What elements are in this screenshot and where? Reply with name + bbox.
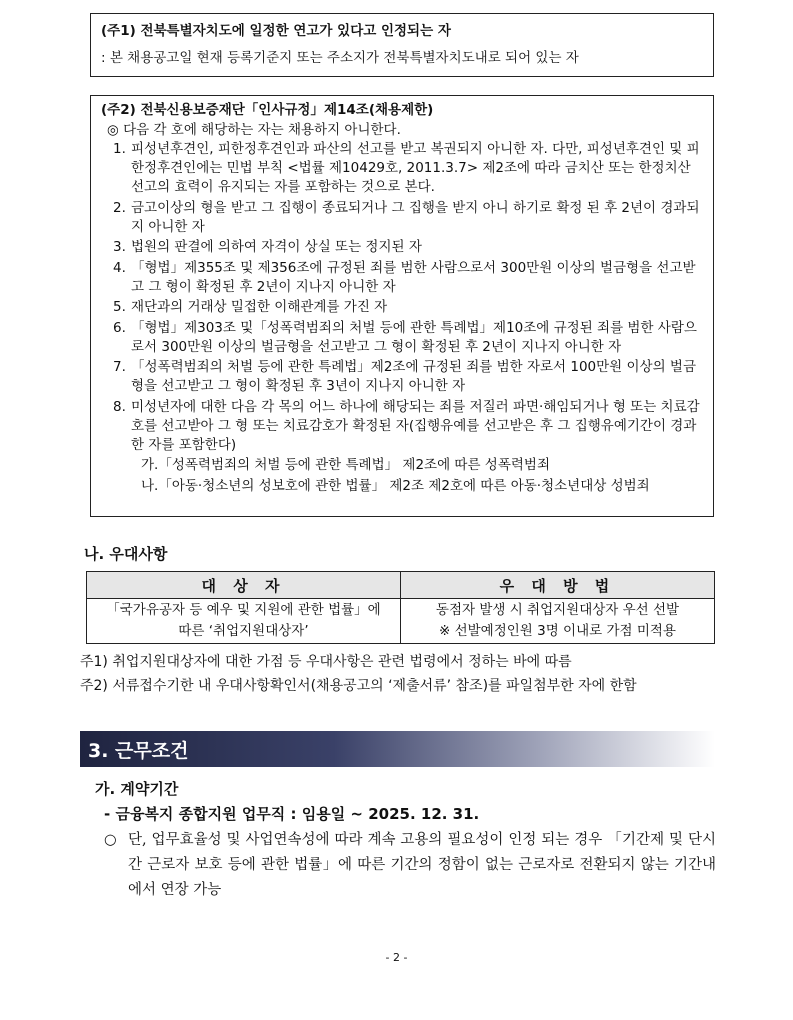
preferential-heading: 나. 우대사항 bbox=[84, 545, 168, 563]
section-title: 3. 근무조건 bbox=[88, 740, 189, 762]
restriction-number: 8. bbox=[113, 398, 126, 415]
note-box-regional-text: : 본 채용공고일 현재 등록기준지 또는 주소지가 전북특별자치도내로 되어 있는 자 bbox=[101, 50, 579, 66]
extension-text: 단, 업무효율성 및 사업연속성에 따라 계속 고용의 필요성이 인정 되는 경우 「기간제 및 단시간 근로자 보호 등에 관한 법률」에 따른 기간의 정함이 없는 근로자로 전환되지 않는 기간내에서 연장 가능 bbox=[128, 832, 716, 898]
restriction-item bbox=[101, 199, 703, 237]
restriction-number: 3. bbox=[113, 239, 126, 255]
restriction-text: 미성년자에 대한 다음 각 목의 어느 하나에 해당되는 죄를 저질러 파면·해임되거나 형 또는 치료감호를 선고받아 그 형 또는 치료감호가 확정된 자(집행유예를 선고받은 후 그 집행유예기간이 경과한 자를 포함한다) bbox=[131, 398, 700, 453]
restriction-text: 법원의 판결에 의하여 자격이 상실 또는 정지된 자 bbox=[131, 239, 422, 255]
section-header-bar bbox=[80, 731, 715, 767]
restriction-number: 1. bbox=[113, 141, 126, 157]
restriction-number: 5. bbox=[113, 299, 126, 315]
circle-bullet: ○ bbox=[104, 832, 117, 848]
restriction-text: 재단과의 거래상 밀접한 이해관계를 가진 자 bbox=[131, 299, 388, 315]
restriction-text: 「형법」제355조 및 제356조에 규정된 죄를 범한 사람으로서 300만원 이상의 벌금형을 선고받고 그 형이 확정된 후 2년이 지나지 아니한 자 bbox=[131, 259, 696, 295]
table-header-row bbox=[87, 572, 715, 599]
restriction-number: 2. bbox=[113, 199, 126, 216]
note-box-regional bbox=[90, 13, 714, 77]
restriction-sub-item: 가.「성폭력범죄의 처벌 등에 관한 특례법」 제2조에 따른 성폭력범죄 bbox=[141, 457, 550, 473]
restriction-number: 6. bbox=[113, 319, 126, 336]
restriction-sub-item: 나.「아동·청소년의 성보호에 관한 법률」 제2조 제2호에 따른 아동·청소년대상 성범죄 bbox=[141, 477, 650, 494]
restriction-number: 4. bbox=[113, 259, 126, 276]
restriction-number: 7. bbox=[113, 359, 126, 375]
restriction-item bbox=[101, 298, 703, 317]
table-cell-target bbox=[87, 599, 401, 644]
preferential-note-2: 주2) 서류접수기한 내 우대사항확인서(채용공고의 ‘제출서류’ 참조)를 파일첨부한 자에 한함 bbox=[80, 678, 637, 694]
restriction-item bbox=[101, 319, 703, 357]
note-box-regional-title: (주1) 전북특별자치도에 일정한 연고가 있다고 인정되는 자 bbox=[101, 23, 451, 39]
table-row bbox=[87, 599, 715, 644]
table-header-method: 우 대 방 법 bbox=[401, 572, 715, 599]
restriction-item bbox=[101, 238, 703, 257]
method-line-1: 동점자 발생 시 취업지원대상자 우선 선발 bbox=[435, 602, 680, 618]
restriction-item bbox=[101, 398, 703, 455]
table-cell-method bbox=[401, 599, 715, 644]
target-line-2: 따른 ‘취업지원대상자’ bbox=[178, 623, 309, 639]
method-line-2: ※ 선발예정인원 3명 이내로 가점 미적용 bbox=[439, 623, 676, 639]
restriction-text: 「성폭력범죄의 처벌 등에 관한 특례법」제2조에 규정된 죄를 범한 자로서 100만원 이상의 벌금형을 선고받고 그 형이 확정된 후 3년이 지나지 아니한 자 bbox=[131, 359, 696, 394]
restriction-item bbox=[101, 259, 703, 297]
restrictions-title: (주2) 전북신용보증재단「인사규정」제14조(채용제한) bbox=[101, 102, 434, 118]
extension-paragraph bbox=[104, 828, 716, 903]
preferential-table bbox=[86, 571, 715, 644]
restriction-text: 금고이상의 형을 받고 그 집행이 종료되거나 그 집행을 받지 아니 하기로 확정 된 후 2년이 경과되지 아니한 자 bbox=[131, 199, 700, 235]
target-line-1: 「국가유공자 등 예우 및 지원에 관한 법률」에 bbox=[106, 602, 381, 618]
contract-period-line: - 금융복지 종합지원 업무직 : 임용일 ~ 2025. 12. 31. bbox=[104, 805, 480, 823]
restrictions-intro: ◎ 다음 각 호에 해당하는 자는 채용하지 아니한다. bbox=[107, 122, 401, 138]
note-box-hiring-restrictions bbox=[90, 95, 714, 517]
preferential-note-1: 주1) 취업지원대상자에 대한 가점 등 우대사항은 관련 법령에서 정하는 바에 따름 bbox=[80, 654, 572, 670]
restriction-text: 「형법」제303조 및「성폭력범죄의 처벌 등에 관한 특례법」제10조에 규정된 죄를 범한 사람으로서 300만원 이상의 벌금형을 선고받고 그 형이 확정된 후 2년이 지나지 아니한 자 bbox=[131, 319, 697, 355]
page-number: - 2 - bbox=[385, 951, 408, 964]
restriction-item bbox=[101, 358, 703, 396]
contract-period-heading: 가. 계약기간 bbox=[95, 780, 179, 798]
table-header-target: 대 상 자 bbox=[87, 572, 401, 599]
restriction-item bbox=[101, 140, 703, 197]
restriction-text: 피성년후견인, 피한정후견인과 파산의 선고를 받고 복권되지 아니한 자. 다만, 피성년후견인 및 피한정후견인에는 민법 부칙 <법률 제10429호, 2011.3.7> 제2조에 따라 금치산 또는 한정치산 선고의 효력이 유지되는 자를 포함하는 것으로 본다. bbox=[131, 141, 700, 195]
